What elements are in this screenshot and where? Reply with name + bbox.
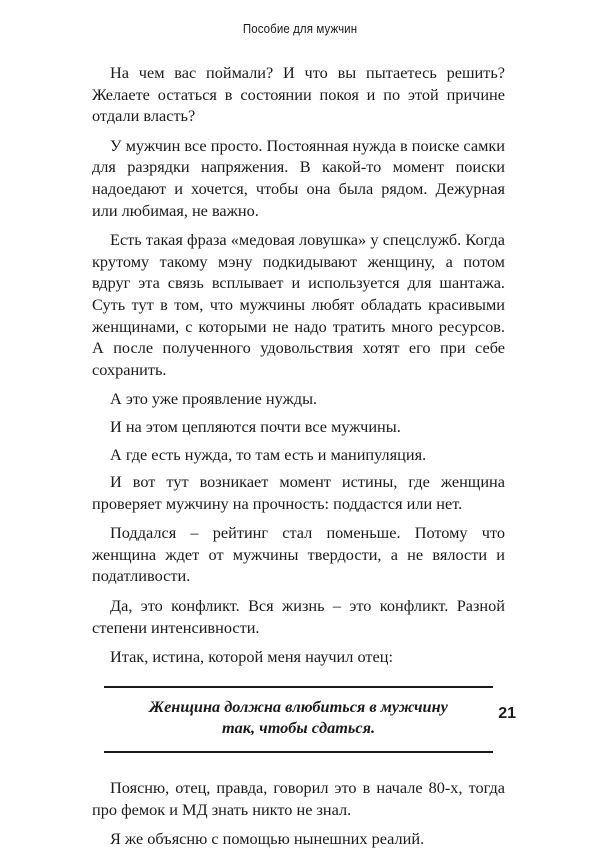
paragraph: Я же объясню с помощью нынешних реалий.	[110, 829, 425, 849]
paragraph: А где есть нужда, то там есть и манипуляция.	[110, 444, 427, 464]
highlighted-quote	[92, 678, 505, 763]
quote-bottom-rule	[104, 751, 493, 753]
paragraph: У мужчин все просто. Постоянная нужда в поиске самки для разрядки напряжения. В какой-то момент поиски надоедают и хочется, чтобы она была рядом. Дежурная или любимая, не важно.	[92, 135, 505, 220]
body-text	[92, 62, 505, 858]
paragraph: Поддался – рейтинг стал поменьше. Потому что женщина ждет от мужчины твердости, а не вялости и податливости.	[92, 523, 505, 586]
paragraph: И вот тут возникает момент истины, где женщина проверяет мужчину на прочность: поддастся или нет.	[92, 472, 505, 513]
paragraph: А это уже проявление нужды.	[110, 389, 318, 409]
paragraph: И на этом цепляются почти все мужчины.	[110, 416, 401, 436]
quote-line-1: Женщина должна влюбиться в мужчину	[149, 696, 448, 716]
paragraph: Есть такая фраза «медовая ловушка» у спецслужб. Когда крутому такому мэну подкидывают женщину, а потом вдруг эта связь всплывает и используется для шантажа. Суть тут в том, что мужчины любят обладать красивыми женщинами, с которыми не надо тратить много ресурсов. А после полученного удовольствия хотят его при себе сохранить.	[92, 230, 505, 379]
paragraph: На чем вас поймали? И что вы пытаетесь решить? Желаете остаться в состоянии покоя и по этой причине отдали власть?	[92, 63, 505, 126]
running-header: Пособие для мужчин	[242, 22, 358, 36]
paragraph: Итак, истина, которой меня научил отец:	[110, 647, 393, 667]
paragraph: Да, это конфликт. Вся жизнь – это конфликт. Разной степени интенсивности.	[92, 596, 505, 637]
page-number: 21	[498, 705, 516, 722]
quote-line-2: так, чтобы сдаться.	[221, 718, 376, 738]
quote-top-rule	[104, 686, 493, 688]
paragraph: Поясню, отец, правда, говорил это в начале 80-х, тогда про фемок и МД знать никто не знал.	[92, 778, 505, 819]
quote-text	[92, 696, 505, 739]
